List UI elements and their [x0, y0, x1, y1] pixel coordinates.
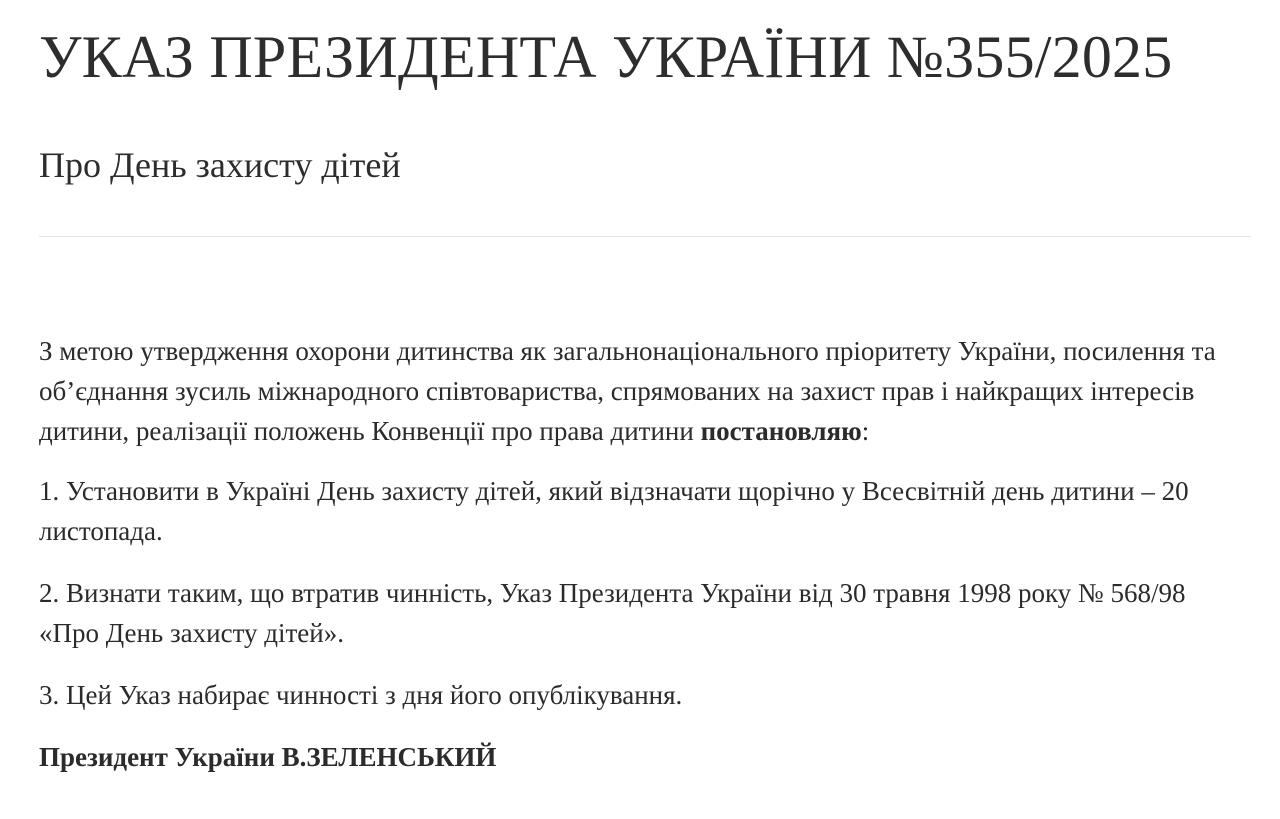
decree-item-3: 3. Цей Указ набирає чинності з дня його опублікування.	[39, 680, 683, 710]
preamble-paragraph	[39, 331, 1251, 451]
preamble-bold-word: постановляю	[700, 416, 862, 446]
signature: Президент України В.ЗЕЛЕНСЬКИЙ	[39, 742, 497, 772]
decree-item-2: 2. Визнати таким, що втратив чинність, Указ Президента України від 30 травня 1998 року № 568/98 «Про День захисту дітей».	[39, 578, 1186, 648]
divider	[39, 236, 1251, 237]
preamble-text: З метою утвердження охорони дитинства як загальнонаціонального пріоритету України, посилення та об’єднання зусиль міжнародного співтовариства, спрямованих на захист прав і найкращих інтересів дитини, реалізації положень Конвенції про права дитини	[39, 336, 1216, 446]
decree-item-1: 1. Установити в Україні День захисту дітей, який відзначати щорічно у Всесвітній день дитини – 20 листопада.	[39, 476, 1189, 546]
decree-body	[39, 331, 1251, 777]
decree-title: УКАЗ ПРЕЗИДЕНТА УКРАЇНИ №355/2025	[39, 24, 1173, 90]
preamble-end: :	[861, 416, 870, 446]
decree-subtitle: Про День захисту дітей	[39, 145, 401, 185]
decree-document	[39, 0, 1251, 777]
